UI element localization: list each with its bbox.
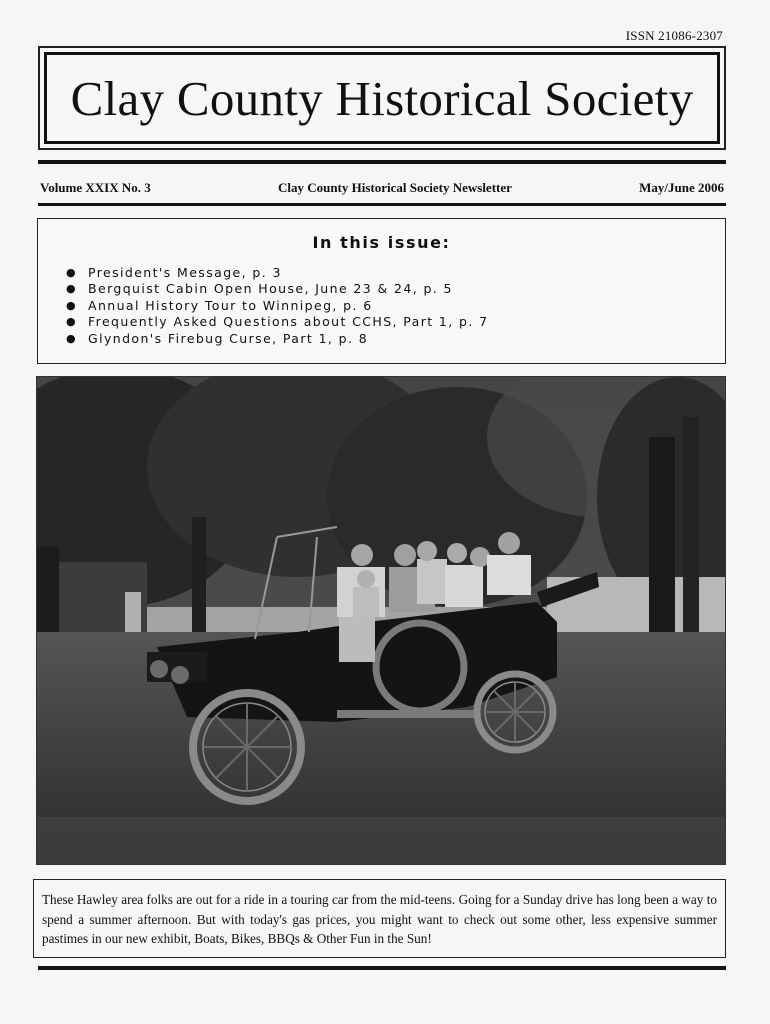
bullet-icon: ● bbox=[66, 331, 77, 345]
newsletter-name: Clay County Historical Society Newsletter bbox=[277, 180, 512, 195]
toc-item[interactable] bbox=[66, 281, 725, 298]
masthead-inner-frame bbox=[44, 52, 720, 144]
toc-item-label: Bergquist Cabin Open House, June 23 & 24, p. 5 bbox=[88, 281, 453, 297]
toc-heading: In this issue: bbox=[312, 233, 451, 252]
bullet-icon: ● bbox=[66, 282, 77, 296]
bullet-icon: ● bbox=[66, 315, 77, 329]
top-rule bbox=[38, 160, 726, 164]
bullet-icon: ● bbox=[66, 265, 77, 279]
vintage-touring-car-photo bbox=[37, 377, 726, 865]
footer-rule bbox=[38, 966, 726, 970]
in-this-issue-box bbox=[37, 218, 726, 364]
bottom-rule bbox=[38, 203, 726, 206]
toc-list bbox=[38, 264, 725, 347]
toc-item-label: President's Message, p. 3 bbox=[88, 264, 282, 280]
toc-item[interactable] bbox=[66, 297, 725, 314]
toc-item-label: Glyndon's Firebug Curse, Part 1, p. 8 bbox=[88, 330, 369, 346]
bullet-icon: ● bbox=[66, 298, 77, 312]
volume-number: Volume XXIX No. 3 bbox=[40, 180, 151, 195]
toc-item[interactable] bbox=[66, 330, 725, 347]
volume-bar bbox=[40, 180, 724, 196]
cover-photo bbox=[36, 376, 726, 865]
masthead bbox=[38, 46, 726, 150]
issue-date: May/June 2006 bbox=[639, 180, 724, 195]
photo-caption: These Hawley area folks are out for a ride in a touring car from the mid-teens. Going for a Sunday drive has long been a way to spend a summer afternoon. But with today's gas prices, you might want to check out some other, less expensive summer pastimes in our new exhibit, Boats, Bikes, BBQs & Other Fun in the Sun! bbox=[33, 879, 726, 958]
toc-item[interactable] bbox=[66, 314, 725, 331]
toc-item-label: Frequently Asked Questions about CCHS, Part 1, p. 7 bbox=[88, 314, 489, 330]
toc-item-label: Annual History Tour to Winnipeg, p. 6 bbox=[88, 297, 373, 313]
toc-item[interactable] bbox=[66, 264, 725, 281]
issn-number: ISSN 21086-2307 bbox=[625, 28, 723, 43]
masthead-title: Clay County Historical Society bbox=[70, 70, 694, 126]
